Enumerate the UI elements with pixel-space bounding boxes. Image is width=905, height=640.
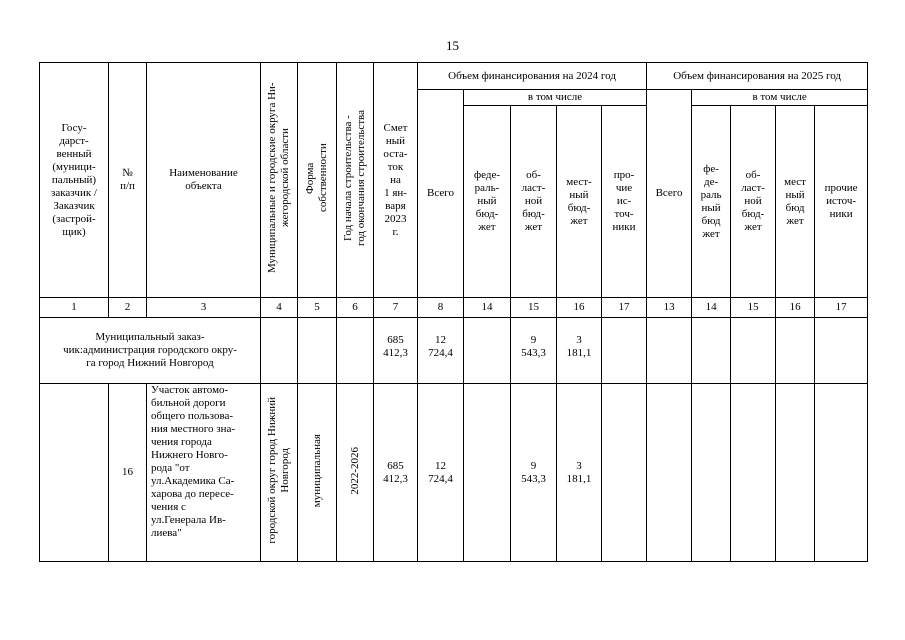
header-regional-2024: об- ласт- ной бюд- жет bbox=[511, 106, 557, 298]
page-number: 15 bbox=[446, 38, 459, 53]
col-number: 16 bbox=[776, 298, 815, 318]
object-regional-2024: 9 543,3 bbox=[511, 384, 557, 562]
header-row-1 bbox=[40, 63, 868, 90]
summary-cell bbox=[815, 318, 868, 384]
col-number: 4 bbox=[261, 298, 298, 318]
object-cell bbox=[464, 384, 511, 562]
col-number: 13 bbox=[647, 298, 692, 318]
object-local-2024: 3 181,1 bbox=[557, 384, 602, 562]
summary-cell bbox=[261, 318, 298, 384]
header-other-2024: про- чие ис- точ- ники bbox=[602, 106, 647, 298]
header-total-2025: Всего bbox=[647, 90, 692, 298]
col-number: 3 bbox=[147, 298, 261, 318]
summary-cell bbox=[776, 318, 815, 384]
header-municipality bbox=[261, 63, 298, 298]
col-number: 5 bbox=[298, 298, 337, 318]
financing-table bbox=[39, 62, 868, 562]
header-ownership-text: Форма собственности bbox=[304, 143, 329, 213]
object-ownership bbox=[298, 384, 337, 562]
object-cell bbox=[815, 384, 868, 562]
header-number: № п/п bbox=[109, 63, 147, 298]
header-years-text: Год начала строительства - год окончания строительства bbox=[342, 110, 367, 246]
object-municipality-text: городской округ город Нижний Новгород bbox=[266, 397, 291, 544]
header-incl-2024: в том числе bbox=[464, 90, 647, 106]
object-estimate: 685 412,3 bbox=[374, 384, 418, 562]
summary-estimate: 685 412,3 bbox=[374, 318, 418, 384]
object-years bbox=[337, 384, 374, 562]
object-cell bbox=[776, 384, 815, 562]
col-number: 15 bbox=[511, 298, 557, 318]
header-estimate: Смет ный оста- ток на 1 ян- варя 2023 г. bbox=[374, 63, 418, 298]
object-years-text: 2022-2026 bbox=[348, 446, 361, 495]
header-municipality-text: Муниципальные и городские округа Ни- жегородской области bbox=[266, 82, 291, 274]
summary-cell bbox=[731, 318, 776, 384]
summary-cell bbox=[337, 318, 374, 384]
summary-row bbox=[40, 318, 868, 384]
header-years bbox=[337, 63, 374, 298]
object-cell bbox=[602, 384, 647, 562]
col-number: 17 bbox=[815, 298, 868, 318]
summary-cell bbox=[464, 318, 511, 384]
object-municipality bbox=[261, 384, 298, 562]
col-number: 8 bbox=[418, 298, 464, 318]
col-number: 7 bbox=[374, 298, 418, 318]
header-total-2024: Всего bbox=[418, 90, 464, 298]
summary-local-2024: 3 181,1 bbox=[557, 318, 602, 384]
header-object-name: Наименование объекта bbox=[147, 63, 261, 298]
object-name: Участок автомо- бильной дороги общего пользова- ния местного зна- чения города Нижнего Новго- рода "от ул.Академика Са- харова до пересе- чения с ул.Генерала Ив- лиева" bbox=[147, 384, 261, 562]
header-fin-2024: Объем финансирования на 2024 год bbox=[418, 63, 647, 90]
summary-cell bbox=[602, 318, 647, 384]
header-fin-2025: Объем финансирования на 2025 год bbox=[647, 63, 868, 90]
summary-cell bbox=[692, 318, 731, 384]
object-customer bbox=[40, 384, 109, 562]
object-number: 16 bbox=[109, 384, 147, 562]
summary-cell bbox=[298, 318, 337, 384]
col-number: 14 bbox=[464, 298, 511, 318]
header-ownership bbox=[298, 63, 337, 298]
object-row bbox=[40, 384, 868, 562]
header-local-2025: мест ный бюд жет bbox=[776, 106, 815, 298]
summary-customer: Муниципальный заказ- чик:администрация городского окру- га город Нижний Новгород bbox=[40, 318, 261, 384]
column-number-row bbox=[40, 298, 868, 318]
col-number: 1 bbox=[40, 298, 109, 318]
col-number: 14 bbox=[692, 298, 731, 318]
header-federal-2024: феде- раль- ный бюд- жет bbox=[464, 106, 511, 298]
object-cell bbox=[731, 384, 776, 562]
col-number: 15 bbox=[731, 298, 776, 318]
summary-regional-2024: 9 543,3 bbox=[511, 318, 557, 384]
header-federal-2025: фе- де- раль ный бюд жет bbox=[692, 106, 731, 298]
col-number: 6 bbox=[337, 298, 374, 318]
header-incl-2025: в том числе bbox=[692, 90, 868, 106]
object-cell bbox=[692, 384, 731, 562]
header-regional-2025: об- ласт- ной бюд- жет bbox=[731, 106, 776, 298]
col-number: 17 bbox=[602, 298, 647, 318]
col-number: 2 bbox=[109, 298, 147, 318]
object-ownership-text: муниципальная bbox=[310, 433, 323, 508]
object-cell bbox=[647, 384, 692, 562]
header-customer: Госу- дарст- венный (муници- пальный) заказчик / Заказчик (застрой- щик) bbox=[40, 63, 109, 298]
header-other-2025: прочие источ- ники bbox=[815, 106, 868, 298]
object-total-2024: 12 724,4 bbox=[418, 384, 464, 562]
col-number: 16 bbox=[557, 298, 602, 318]
summary-cell bbox=[647, 318, 692, 384]
header-local-2024: мест- ный бюд- жет bbox=[557, 106, 602, 298]
summary-total-2024: 12 724,4 bbox=[418, 318, 464, 384]
